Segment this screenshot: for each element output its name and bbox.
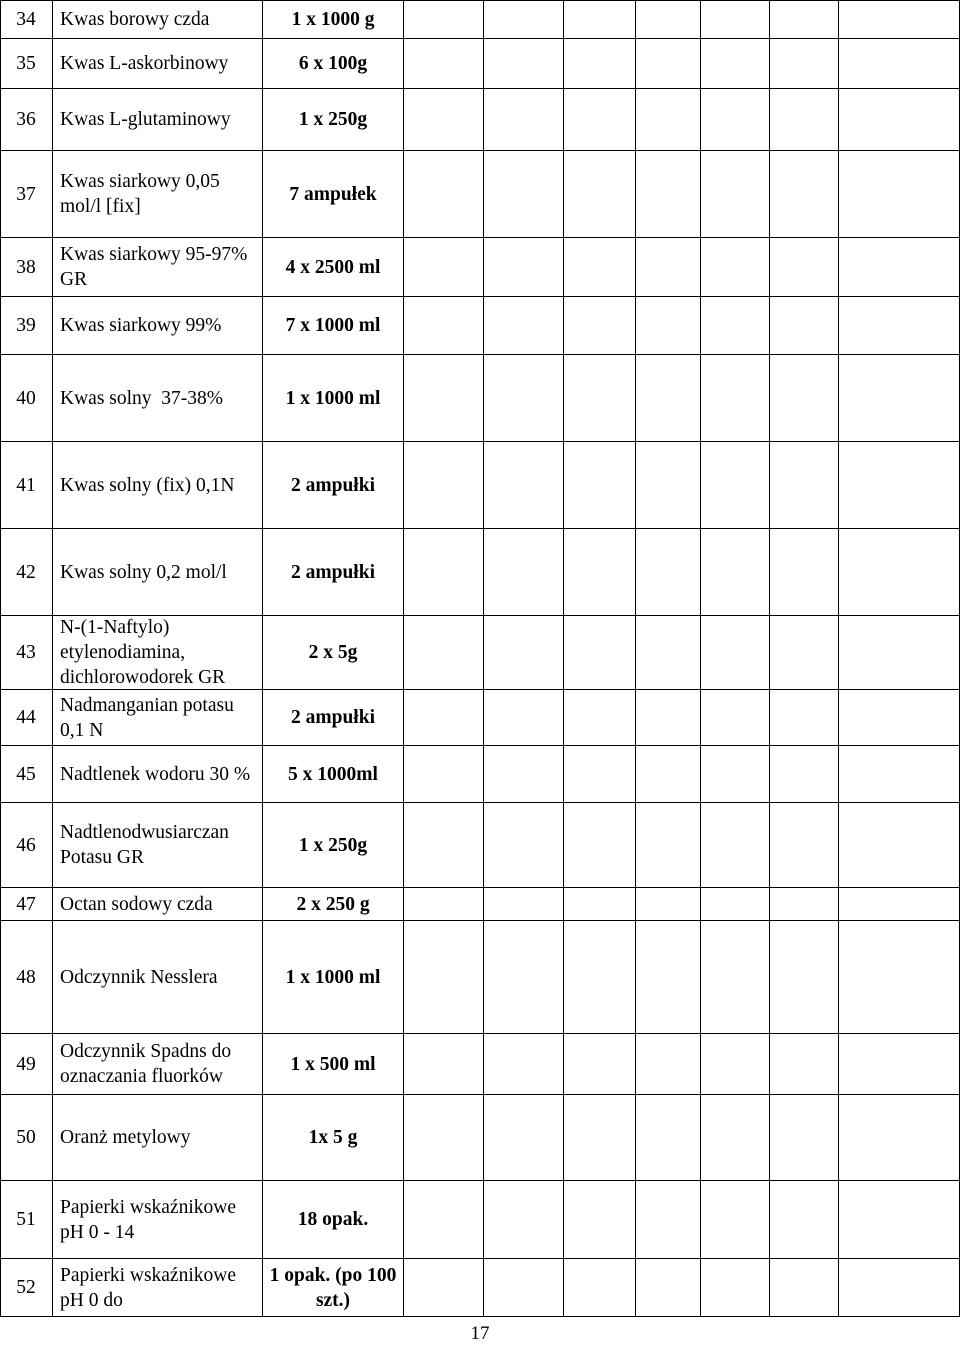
- row-number: 40: [16, 387, 36, 409]
- product-quantity: 18 opak.: [297, 1209, 369, 1230]
- product-quantity: 7 x 1000 ml: [285, 315, 381, 336]
- product-name: Oranż metylowy: [60, 1127, 191, 1148]
- product-name: Kwas siarkowy 99%: [60, 315, 222, 336]
- product-quantity: 2 ampułki: [291, 561, 375, 583]
- row-number: 46: [16, 834, 36, 856]
- row-number: 42: [16, 561, 36, 583]
- row-number: 51: [16, 1209, 36, 1230]
- product-name: Kwas solny 0,2 mol/l: [60, 561, 227, 583]
- product-name: Kwas siarkowy 0,05 mol/l [fix]: [60, 171, 220, 217]
- row-number: 44: [16, 707, 36, 728]
- product-quantity: 5 x 1000ml: [288, 763, 378, 785]
- row-number: 45: [16, 763, 36, 785]
- product-name: Odczynnik Spadns do oznaczania fluorków: [60, 1041, 232, 1087]
- product-name: Kwas solny 37-38%: [60, 387, 224, 409]
- product-name: Kwas L-glutaminowy: [60, 109, 231, 130]
- product-quantity: 1 x 500 ml: [290, 1053, 376, 1075]
- product-quantity: 1 x 1000 ml: [285, 387, 381, 409]
- product-name: Kwas borowy czda: [60, 9, 210, 30]
- row-number: 34: [16, 9, 36, 30]
- product-quantity: 2 x 5g: [308, 642, 358, 663]
- product-quantity: 1 x 1000 ml: [285, 966, 381, 988]
- product-name: Papierki wskaźnikowe pH 0 do: [60, 1264, 236, 1311]
- row-number: 43: [16, 642, 36, 663]
- product-quantity: 4 x 2500 ml: [285, 256, 381, 278]
- product-name: Papierki wskaźnikowe pH 0 - 14: [60, 1196, 236, 1243]
- product-name: Nadmanganian potasu 0,1 N: [60, 694, 234, 741]
- product-quantity: 1 x 250g: [298, 834, 368, 856]
- page-number: 17: [470, 1323, 490, 1344]
- row-number: 41: [16, 474, 36, 496]
- row-number: 50: [16, 1127, 36, 1148]
- product-quantity: 1 x 1000 g: [291, 9, 375, 30]
- product-name: N-(1-Naftylo) etylenodiamina, dichlorowodorek GR: [60, 617, 226, 688]
- product-quantity: 1 opak. (po 100 szt.): [269, 1264, 397, 1311]
- product-quantity: 1x 5 g: [308, 1127, 358, 1148]
- product-name: Octan sodowy czda: [60, 893, 213, 915]
- product-name: Kwas L-askorbinowy: [60, 53, 229, 74]
- product-quantity: 2 ampułki: [291, 474, 375, 496]
- product-name: Nadtlenek wodoru 30 %: [60, 763, 251, 785]
- product-quantity: 1 x 250g: [298, 109, 368, 130]
- row-number: 36: [16, 109, 36, 130]
- row-number: 47: [16, 893, 36, 915]
- row-number: 39: [16, 315, 36, 336]
- row-number: 48: [16, 966, 36, 988]
- product-name: Nadtlenodwusiarczan Potasu GR: [60, 822, 229, 868]
- product-name: Odczynnik Nesslera: [60, 966, 218, 988]
- product-quantity: 7 ampułek: [289, 183, 377, 205]
- row-number: 37: [16, 183, 36, 205]
- product-quantity: 2 ampułki: [291, 707, 375, 728]
- product-name: Kwas siarkowy 95-97% GR: [60, 244, 248, 290]
- row-number: 52: [16, 1277, 36, 1298]
- row-number: 35: [16, 53, 36, 74]
- row-number: 49: [16, 1053, 36, 1075]
- row-number: 38: [16, 256, 36, 278]
- product-quantity: 6 x 100g: [298, 53, 368, 74]
- product-name: Kwas solny (fix) 0,1N: [60, 474, 235, 496]
- product-quantity: 2 x 250 g: [296, 893, 370, 915]
